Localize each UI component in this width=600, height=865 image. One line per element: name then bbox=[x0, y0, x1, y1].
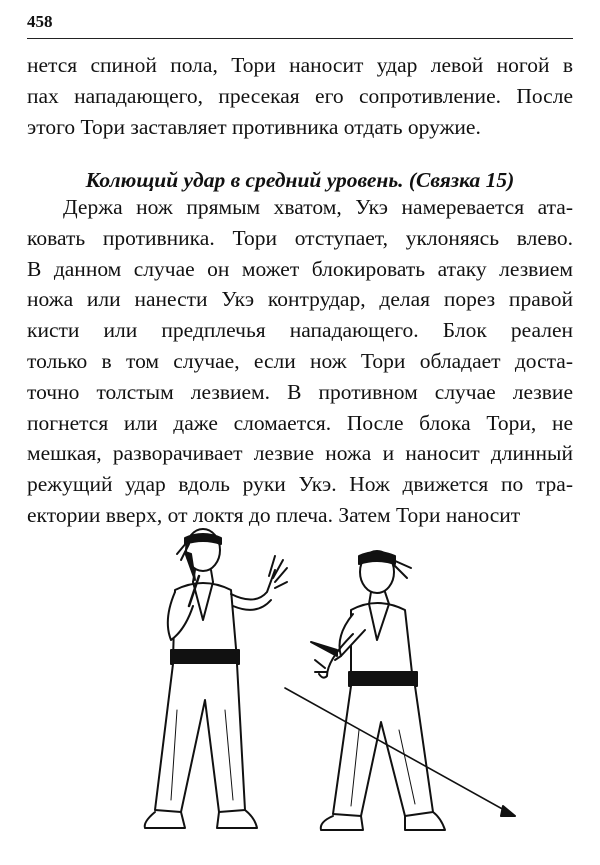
text-line: этого Тори заставляет противника отдать оружие. bbox=[27, 114, 481, 139]
text-line: ножа или нанести Укэ контрудар, делая порез правой bbox=[27, 287, 573, 312]
tori-figure bbox=[145, 529, 287, 828]
continued-paragraph bbox=[27, 50, 573, 142]
section-paragraph bbox=[27, 192, 573, 531]
text-line: точно толстым лезвием. В противном случае лезвие bbox=[27, 379, 573, 404]
text-line: погнется или даже сломается. После блока Тори, не bbox=[27, 410, 573, 435]
text-line: Держа нож прямым хватом, Укэ намеревается ата- bbox=[63, 195, 573, 219]
text-line: В данном случае он может блокировать атаку лезвием bbox=[27, 256, 573, 281]
knife-defense-illustration bbox=[115, 510, 555, 860]
text-line: пах нападающего, пресекая его сопротивление. После bbox=[27, 83, 573, 108]
text-line: ектории вверх, от локтя до плеча. Затем Тори наносит bbox=[27, 502, 521, 527]
text-line: режущий удар вдоль руки Укэ. Нож движется по тра- bbox=[27, 472, 573, 497]
text-line: мешкая, разворачивает лезвие ножа и наносит длинный bbox=[27, 441, 573, 466]
text-line: кисти или предплечья нападающего. Блок реален bbox=[27, 318, 573, 343]
text-line: нется спиной пола, Тори наносит удар левой ногой в bbox=[27, 53, 573, 77]
text-line: только в том случае, если нож Тори обладает доста- bbox=[27, 348, 573, 373]
text-line: ковать противника. Тори отступает, уклоняясь влево. bbox=[27, 225, 573, 250]
uke-figure bbox=[311, 551, 445, 830]
header-rule bbox=[27, 38, 573, 39]
page-number: 458 bbox=[27, 12, 53, 31]
section-heading: Колющий удар в средний уровень. (Связка 15) bbox=[85, 168, 515, 192]
